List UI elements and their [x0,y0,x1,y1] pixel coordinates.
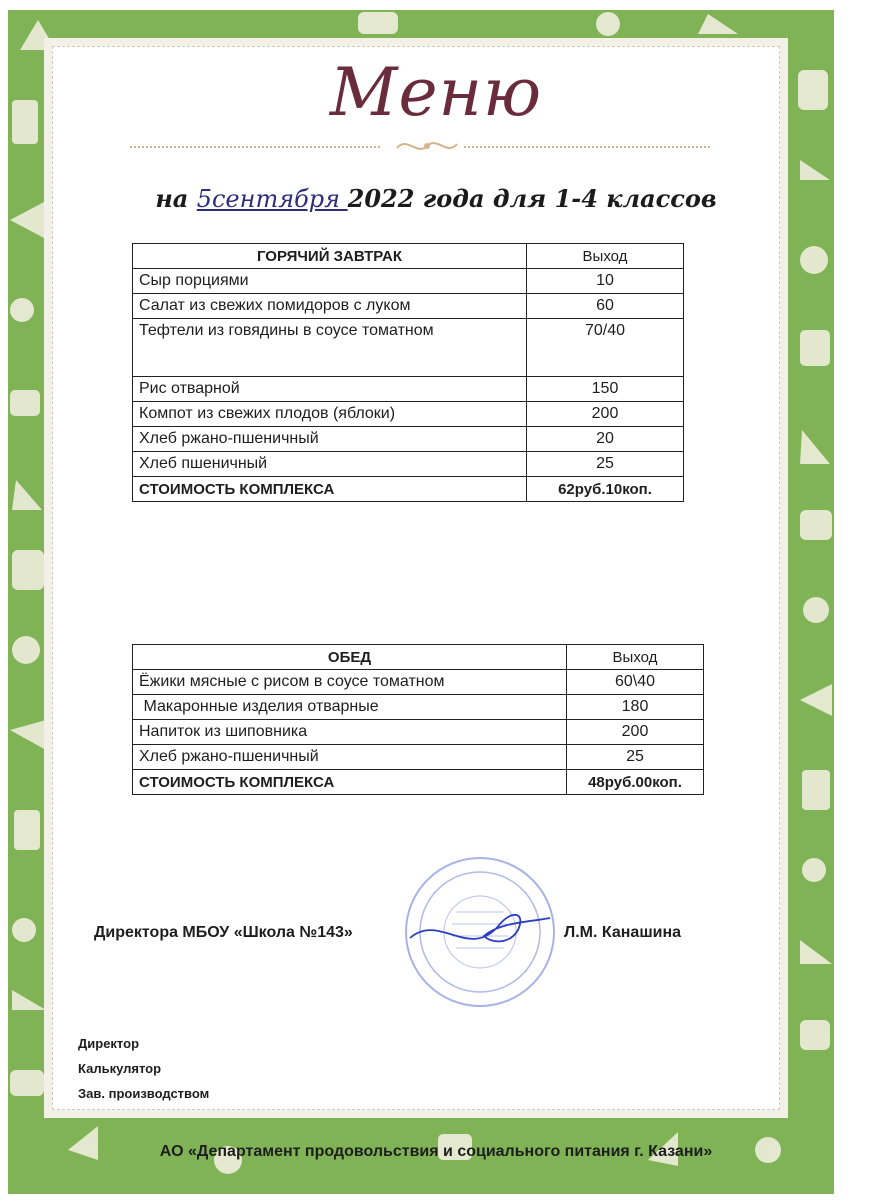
official-stamp-icon [400,852,560,1012]
total-label: СТОИМОСТЬ КОМПЛЕКСА [133,770,567,795]
menu-subtitle [0,184,872,213]
flourish-ornament-icon [392,134,462,158]
total-value: 62руб.10коп. [527,477,684,502]
dish-output: 20 [527,427,684,452]
divider-right [464,146,710,148]
menu-title: Меню [329,54,543,131]
organization-name: АО «Департамент продовольствия и социального питания г. Казани» [159,1143,713,1160]
table-row [133,695,704,720]
table-row [133,720,704,745]
dish-name: Хлеб пшеничный [133,452,527,477]
total-row [133,477,684,502]
footer-role: Директор [78,1036,140,1051]
dish-output: 150 [527,377,684,402]
subtitle-suffix: 2022 года для 1-4 классов [347,184,717,213]
breakfast-table [132,243,684,502]
signature-title: Директора МБОУ «Школа №143» [94,924,353,941]
footer-role: Зав. производством [78,1086,210,1101]
footer-role: Калькулятор [78,1061,162,1076]
total-label: СТОИМОСТЬ КОМПЛЕКСА [133,477,527,502]
table-row [133,269,684,294]
dish-output: 25 [567,745,704,770]
table-row [133,319,684,377]
divider-left [130,146,380,148]
dish-output: 25 [527,452,684,477]
dish-output: 10 [527,269,684,294]
total-value: 48руб.00коп. [567,770,704,795]
subtitle-prefix: на [155,184,197,213]
dish-name: Хлеб ржано-пшеничный [133,427,527,452]
table-row [133,452,684,477]
dish-name: Рис отварной [133,377,527,402]
subtitle-date: 5сентября [196,185,348,213]
lunch-table [132,644,704,795]
table-row [133,402,684,427]
dish-name: Макаронные изделия отварные [133,695,567,720]
table-row [133,294,684,319]
table-row [133,377,684,402]
output-header: Выход [527,244,684,269]
dish-name: Компот из свежих плодов (яблоки) [133,402,527,427]
dish-name: Сыр порциями [133,269,527,294]
dish-output: 60\40 [567,670,704,695]
table-header-row [133,645,704,670]
signature-name: Л.М. Канашина [564,924,682,941]
dish-output: 180 [567,695,704,720]
table-row [133,745,704,770]
breakfast-header: ГОРЯЧИЙ ЗАВТРАК [133,244,527,269]
dish-output: 60 [527,294,684,319]
dish-name: Хлеб ржано-пшеничный [133,745,567,770]
dish-output: 200 [567,720,704,745]
total-row [133,770,704,795]
table-header-row [133,244,684,269]
dish-name: Тефтели из говядины в соусе томатном [133,319,527,377]
table-row [133,670,704,695]
dish-name: Напиток из шиповника [133,720,567,745]
output-header: Выход [567,645,704,670]
dish-name: Ёжики мясные с рисом в соусе томатном [133,670,567,695]
dish-output: 70/40 [527,319,684,377]
dish-name: Салат из свежих помидоров с луком [133,294,527,319]
table-row [133,427,684,452]
dish-output: 200 [527,402,684,427]
lunch-header: ОБЕД [133,645,567,670]
